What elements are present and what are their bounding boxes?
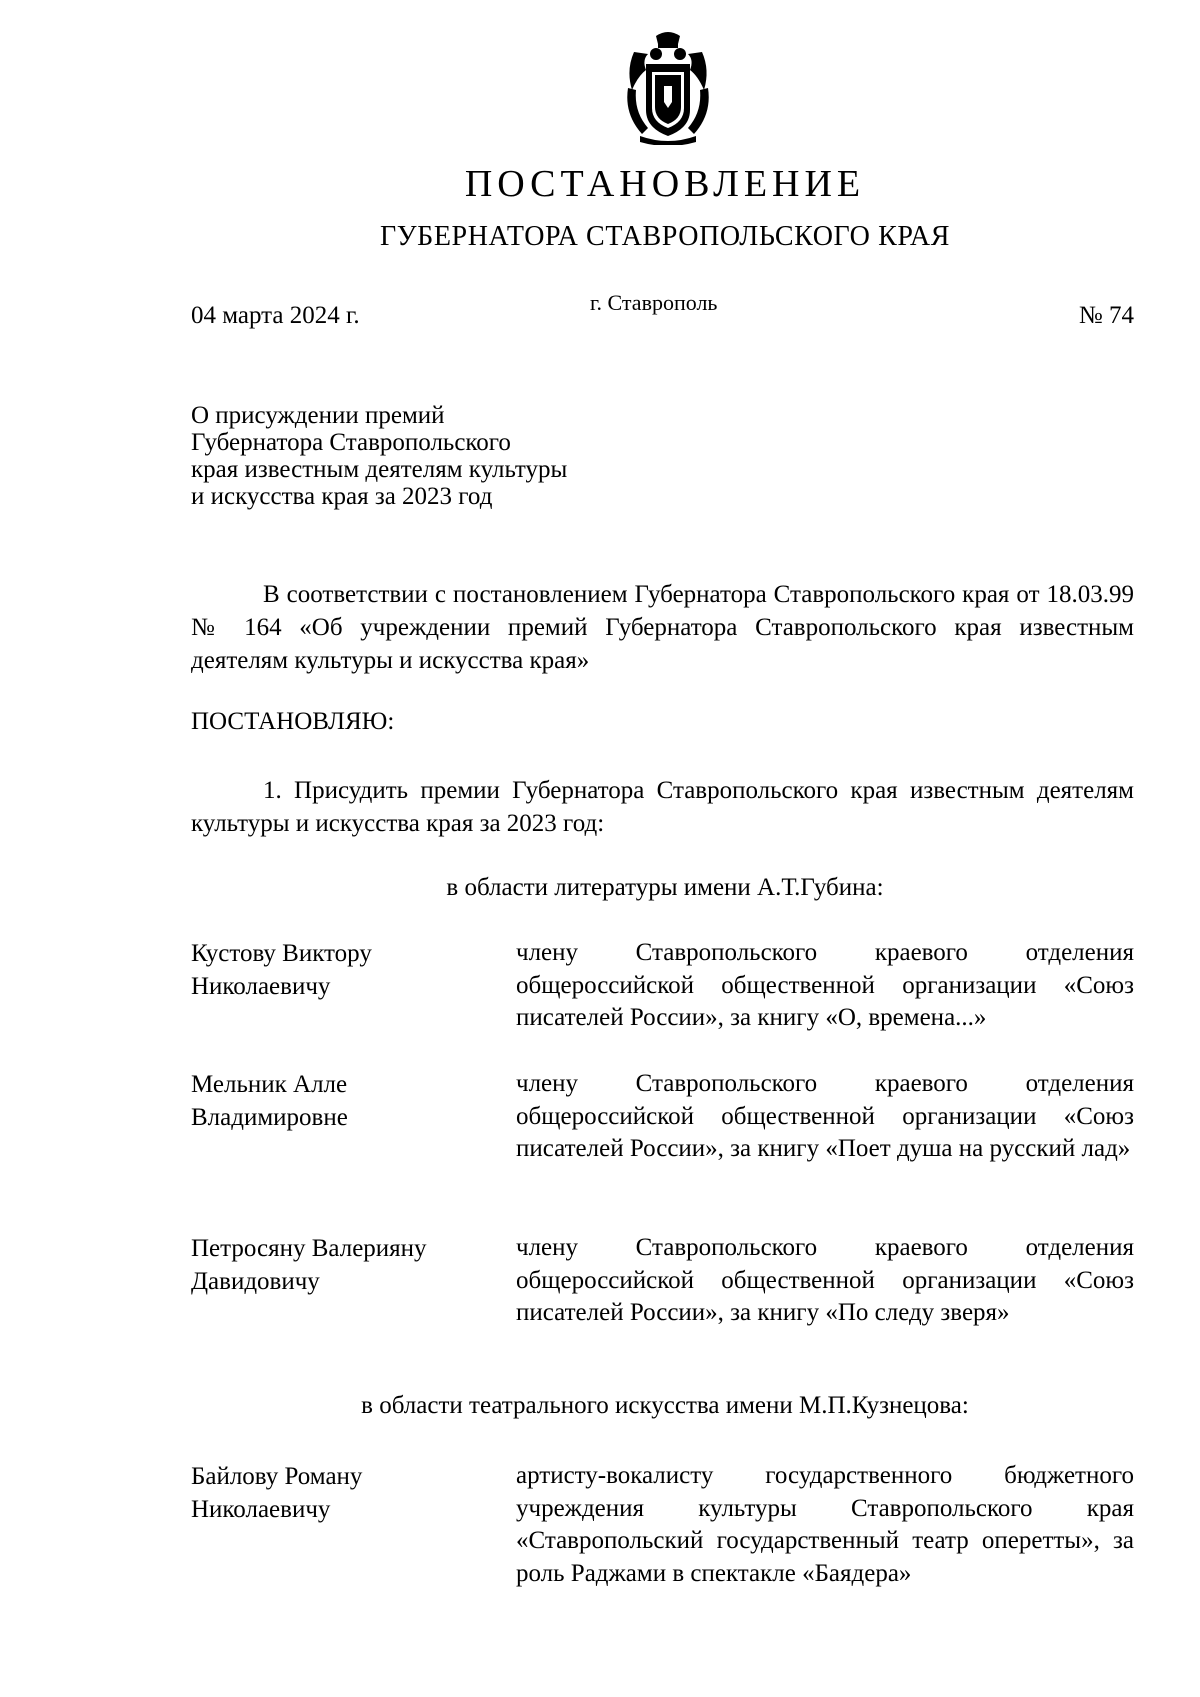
award-recipient-name [191,1232,491,1298]
recipient-name-line: Мельник Алле [191,1071,348,1098]
award-description: члену Ставропольского краевого отделения общероссийской общественной организации «Союз писателей России», за книгу «О, времена...» [516,939,1134,1031]
document-number: № 74 [1078,302,1134,329]
section-heading-literature: в области литературы имени А.Т.Губина: [446,874,884,901]
award-description: члену Ставропольского краевого отделения общероссийской общественной организации «Союз писателей России», за книгу «По следу зверя» [516,1234,1134,1326]
document-subject [191,402,661,510]
subject-line: Губернатора Ставропольского [191,429,511,456]
award-recipient-name [191,937,491,1003]
coat-of-arms-icon [622,30,714,145]
clause-1-paragraph: 1. Присудить премии Губернатора Ставропольского края известным деятелям культуры и искусства края за 2023 год: [191,777,1134,837]
preamble-paragraph: В соответствии с постановлением Губернатора Ставропольского края от 18.03.99 № 164 «Об учреждении премий Губернатора Ставропольского края известным деятелям культуры и искусства края» [191,581,1134,674]
recipient-name-line: Байлову Роману [191,1463,363,1490]
award-recipient-name [191,1460,491,1526]
section-heading-theatre: в области театрального искусства имени М.П.Кузнецова: [361,1392,969,1419]
document-title: ПОСТАНОВЛЕНИЕ [464,163,866,205]
subject-line: края известным деятелям культуры [191,456,568,483]
decree-word: ПОСТАНОВЛЯЮ: [191,708,395,735]
subject-line: О присуждении премий [191,402,445,429]
recipient-name-line: Петросяну Валерияну [191,1235,427,1262]
award-description: артисту-вокалисту государственного бюджетного учреждения культуры Ставропольского края «Ставропольский государственный театр оперетты», за роль Раджами в спектакле «Баядера» [516,1462,1134,1587]
document-issuer: ГУБЕРНАТОРА СТАВРОПОЛЬСКОГО КРАЯ [379,221,951,252]
award-description: члену Ставропольского краевого отделения общероссийской общественной организации «Союз писателей России», за книгу «Поет душа на русский лад» [516,1070,1134,1162]
subject-line: и искусства края за 2023 год [191,483,493,510]
award-recipient-name [191,1068,491,1134]
recipient-name-line: Давидовичу [191,1268,320,1295]
document-city: г. Ставрополь [590,290,718,315]
document-date: 04 марта 2024 г. [191,302,360,329]
recipient-name-line: Николаевичу [191,1496,331,1523]
recipient-name-line: Николаевичу [191,973,331,1000]
recipient-name-line: Владимировне [191,1104,348,1131]
recipient-name-line: Кустову Виктору [191,940,372,967]
